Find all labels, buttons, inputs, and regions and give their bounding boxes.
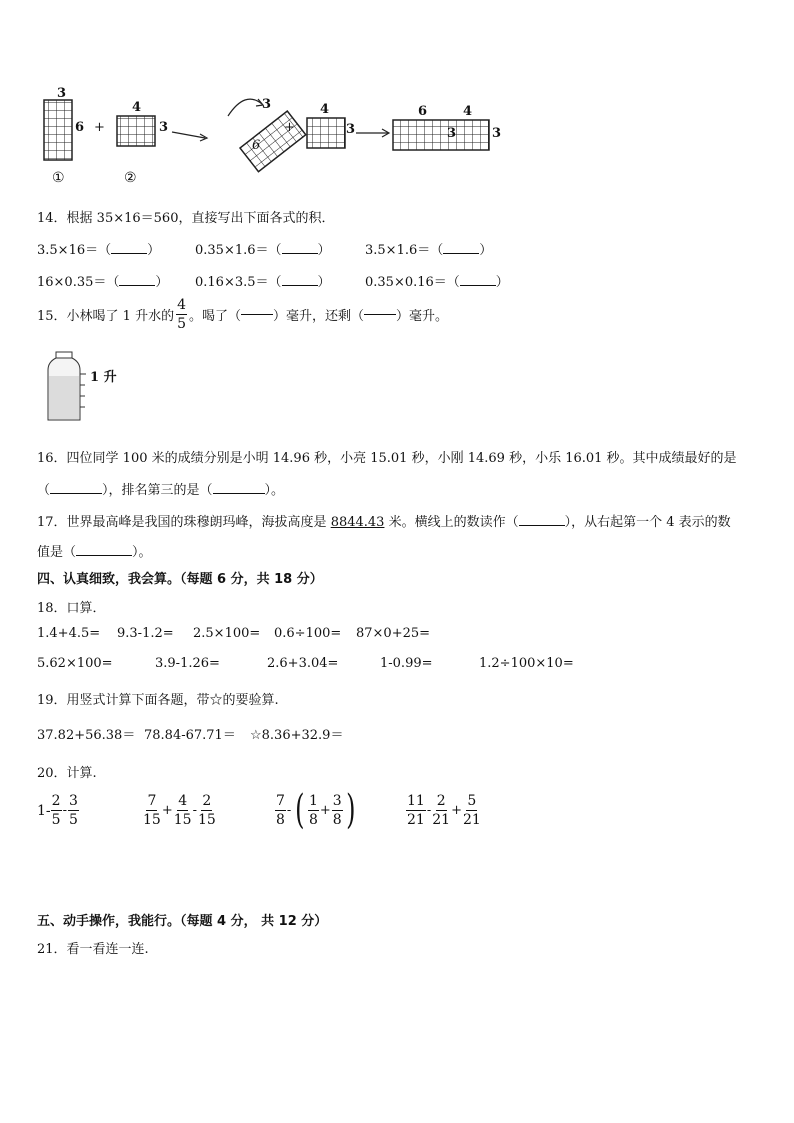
q20-expr-3: $\frac{7}{8}$ - ( $\frac{1}{8}$ + $\frac{3}{8}$ ) (276, 787, 356, 833)
figure-label: 4 (132, 100, 142, 115)
q19-item: ☆8.36+32.9＝ (250, 728, 344, 743)
figure-label: 3 (447, 126, 457, 141)
q20-title: 20．计算. (37, 766, 97, 781)
q15-text: 15．小林喝了 1 升水的 $\frac{4}{5}$ 。喝了（ ）毫升，还剩（ ）毫升。 (37, 297, 449, 332)
figure-caption-1: ① (52, 170, 65, 186)
figure-label: 4 (320, 102, 330, 117)
figure-label: 3 (346, 122, 356, 137)
figure-label: 6 (75, 120, 85, 135)
figure-caption-2: ② (124, 170, 137, 186)
figure-label: 3 (262, 97, 272, 112)
q18-item: 1.4+4.5= (37, 626, 101, 641)
q18-item: 2.6+3.04= (267, 656, 339, 671)
figure-label: 3 (492, 126, 502, 141)
q14-item: 0.16×3.5＝（ ） (195, 275, 331, 290)
q18-item: 1-0.99= (380, 656, 433, 671)
area-figure (40, 86, 510, 190)
q14-item: 0.35×0.16＝（ ） (365, 275, 509, 290)
q18-item: 1.2÷100×10= (479, 656, 574, 671)
q19-item: 37.82+56.38＝ (37, 728, 136, 743)
water-bottle-icon (44, 350, 94, 424)
q18-item: 3.9-1.26= (155, 656, 220, 671)
bottle-label: 1 升 (90, 370, 117, 385)
q18-item: 2.5×100= (193, 626, 261, 641)
q18-item: 9.3-1.2= (117, 626, 174, 641)
q14-item: 16×0.35＝（ ） (37, 275, 169, 290)
fraction: $\frac{4}{5}$ (177, 297, 186, 332)
q16-line1: 16．四位同学 100 米的成绩分别是小明 14.96 秒，小亮 15.01 秒，小刚 14.69 秒，小乐 16.01 秒。其中成绩最好的是 (37, 451, 737, 466)
q17-line1: 17．世界最高峰是我国的珠穆朗玛峰，海拔高度是 8844.43 米。横线上的数读作（ ），从右起第一个 4 表示的数 (37, 515, 731, 530)
q16-line2: （ ），排名第三的是（ ）。 (37, 483, 285, 498)
q20-expr-1: 1- $\frac{2}{5}$ - $\frac{3}{5}$ (37, 793, 78, 828)
q14-item: 3.5×1.6＝（ ） (365, 243, 493, 258)
figure-label: 4 (463, 104, 473, 119)
q17-line2: 值是（ ）。 (37, 545, 152, 560)
q20-expr-4: $\frac{11}{21}$ - $\frac{2}{21}$ + $\frac{5}{21}$ (407, 793, 481, 828)
q18-item: 87×0+25= (356, 626, 431, 641)
q20-expr-2: $\frac{7}{15}$ + $\frac{4}{15}$ - $\frac{2}{15}$ (143, 793, 216, 828)
q14-item: 0.35×1.6＝（ ） (195, 243, 331, 258)
figure-label: 3 (159, 120, 169, 135)
section-5-heading: 五、动手操作，我能行。（每题 4 分， 共 12 分） (37, 914, 328, 929)
q18-title: 18．口算． (37, 601, 106, 616)
q14-title: 14．根据 35×16＝560，直接写出下面各式的积． (37, 211, 335, 226)
figure-label: 6 (252, 138, 261, 153)
q19-title: 19．用竖式计算下面各题，带☆的要验算. (37, 693, 279, 708)
q21-title: 21．看一看连一连. (37, 942, 149, 957)
q18-item: 5.62×100= (37, 656, 113, 671)
section-4-heading: 四、认真细致，我会算。（每题 6 分，共 18 分） (37, 572, 323, 587)
figure-label: 6 (418, 104, 428, 119)
q14-item: 3.5×16＝（ ） (37, 243, 161, 258)
figure-plus: + (94, 120, 105, 135)
q18-item: 0.6÷100= (274, 626, 342, 641)
figure-plus: + (284, 120, 295, 135)
figure-label: 3 (57, 86, 67, 101)
q19-item: 78.84-67.71＝ (144, 728, 236, 743)
